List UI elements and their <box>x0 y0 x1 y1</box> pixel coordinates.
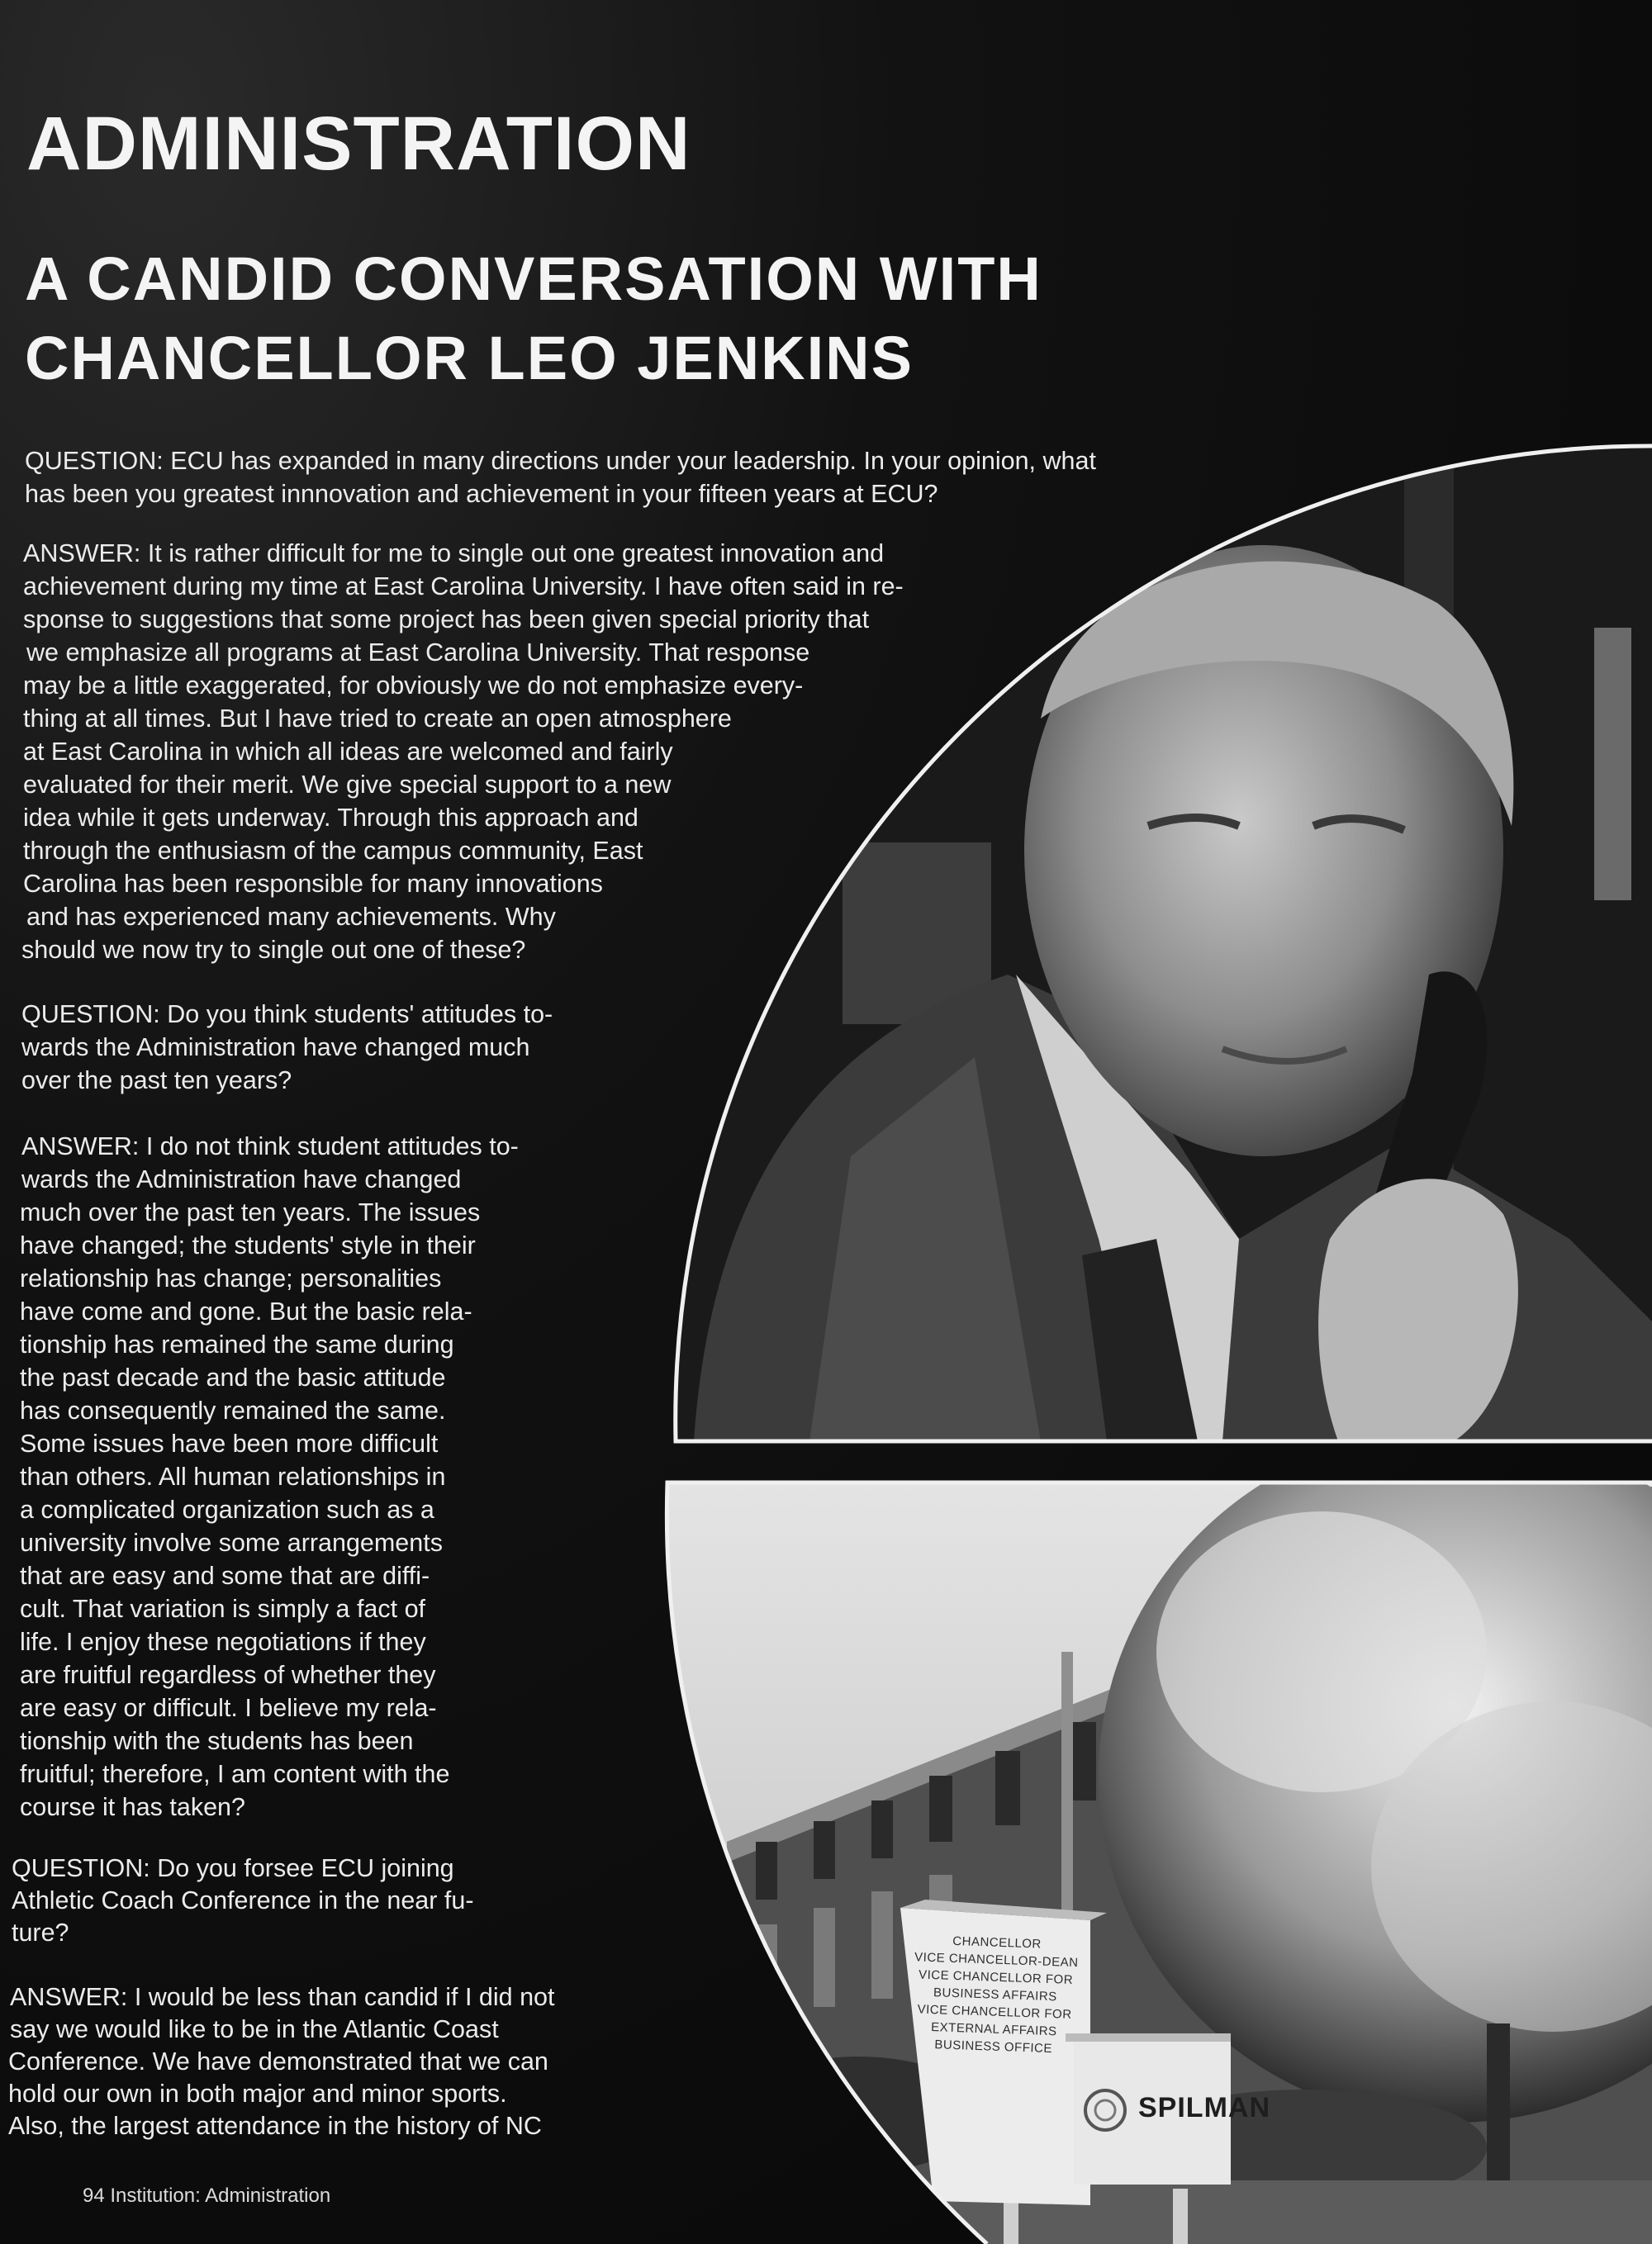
article-headline <box>25 240 1042 398</box>
sign-office-line: VICE CHANCELLOR FOR <box>918 1967 1074 1987</box>
text-line: course it has taken? <box>20 1793 245 1821</box>
text-line: over the past ten years? <box>21 1066 292 1094</box>
building-sign <box>904 1931 1086 2058</box>
text-line: are easy or difficult. I believe my rela- <box>20 1694 437 1722</box>
text-line: tionship has remained the same during <box>20 1331 454 1359</box>
text-line: Athletic Coach Conference in the near fu- <box>12 1886 474 1914</box>
text-line: Some issues have been more difficult <box>20 1430 439 1458</box>
text-line: Carolina has been responsible for many innovations <box>23 870 603 898</box>
text-line: QUESTION: Do you forsee ECU joining <box>12 1854 454 1882</box>
sign-office-line: CHANCELLOR <box>952 1933 1042 1952</box>
section-title: ADMINISTRATION <box>26 102 691 186</box>
text-line: QUESTION: ECU has expanded in many directions under your leadership. In your opinion, what <box>25 447 1096 475</box>
text-line: that are easy and some that are diffi- <box>20 1562 430 1590</box>
text-line: has been you greatest innnovation and achievement in your fifteen years at ECU? <box>25 480 938 508</box>
text-line: achievement during my time at East Carolina University. I have often said in re- <box>23 572 904 600</box>
text-line: we emphasize all programs at East Carolina University. That response <box>26 638 810 667</box>
text-line: cult. That variation is simply a fact of <box>20 1595 426 1623</box>
text-line: evaluated for their merit. We give special support to a new <box>23 771 672 799</box>
headline-line: A CANDID CONVERSATION WITH <box>25 244 1042 313</box>
text-line: have changed; the students' style in their <box>20 1231 476 1260</box>
text-line: wards the Administration have changed much <box>21 1033 530 1061</box>
text-line: a complicated organization such as a <box>20 1496 434 1524</box>
page-folio: 94 Institution: Administration <box>83 2185 331 2207</box>
text-line: idea while it gets underway. Through this approach and <box>23 804 638 832</box>
text-line: wards the Administration have changed <box>21 1165 462 1193</box>
text-line: and has experienced many achievements. Why <box>26 903 556 931</box>
sign-office-line: BUSINESS OFFICE <box>934 2038 1053 2057</box>
sign-office-line: VICE CHANCELLOR-DEAN <box>914 1950 1079 1971</box>
sign-office-line: BUSINESS AFFAIRS <box>933 1985 1057 2004</box>
text-line: the past decade and the basic attitude <box>20 1364 446 1392</box>
headline-line: CHANCELLOR LEO JENKINS <box>25 324 914 392</box>
text-line: university involve some arrangements <box>20 1529 443 1557</box>
text-line: Also, the largest attendance in the history of NC <box>8 2112 542 2140</box>
text-line: QUESTION: Do you think students' attitudes to- <box>21 1000 553 1028</box>
text-line: ANSWER: I do not think student attitudes to- <box>21 1132 519 1160</box>
text-line: Conference. We have demonstrated that we can <box>8 2047 548 2076</box>
sign-office-line: EXTERNAL AFFAIRS <box>930 2020 1057 2039</box>
text-line: ANSWER: I would be less than candid if I did not <box>10 1983 555 2011</box>
sign-building-name: SPILMAN <box>1138 2092 1270 2123</box>
text-line: relationship has change; personalities <box>20 1264 442 1293</box>
text-line: fruitful; therefore, I am content with the <box>20 1760 450 1788</box>
text-line: much over the past ten years. The issues <box>20 1198 481 1226</box>
text-line: may be a little exaggerated, for obviously we do not emphasize every- <box>23 671 804 700</box>
text-line: hold our own in both major and minor sports. <box>8 2080 507 2108</box>
text-line: have come and gone. But the basic rela- <box>20 1298 472 1326</box>
text-line: than others. All human relationships in <box>20 1463 446 1491</box>
text-line: say we would like to be in the Atlantic Coast <box>10 2015 499 2043</box>
text-line: sponse to suggestions that some project has been given special priority that <box>23 605 870 633</box>
text-line: ture? <box>12 1919 69 1947</box>
text-line: has consequently remained the same. <box>20 1397 446 1425</box>
text-line: through the enthusiasm of the campus community, East <box>23 837 643 865</box>
sign-office-line: VICE CHANCELLOR FOR <box>917 2002 1072 2022</box>
text-line: tionship with the students has been <box>20 1727 414 1755</box>
text-line: ANSWER: It is rather difficult for me to single out one greatest innovation and <box>23 539 885 567</box>
text-line: thing at all times. But I have tried to create an open atmosphere <box>23 705 732 733</box>
text-line: at East Carolina in which all ideas are welcomed and fairly <box>23 738 673 766</box>
text-line: should we now try to single out one of these? <box>21 936 526 964</box>
text-line: are fruitful regardless of whether they <box>20 1661 436 1689</box>
text-line: life. I enjoy these negotiations if they <box>20 1628 426 1656</box>
